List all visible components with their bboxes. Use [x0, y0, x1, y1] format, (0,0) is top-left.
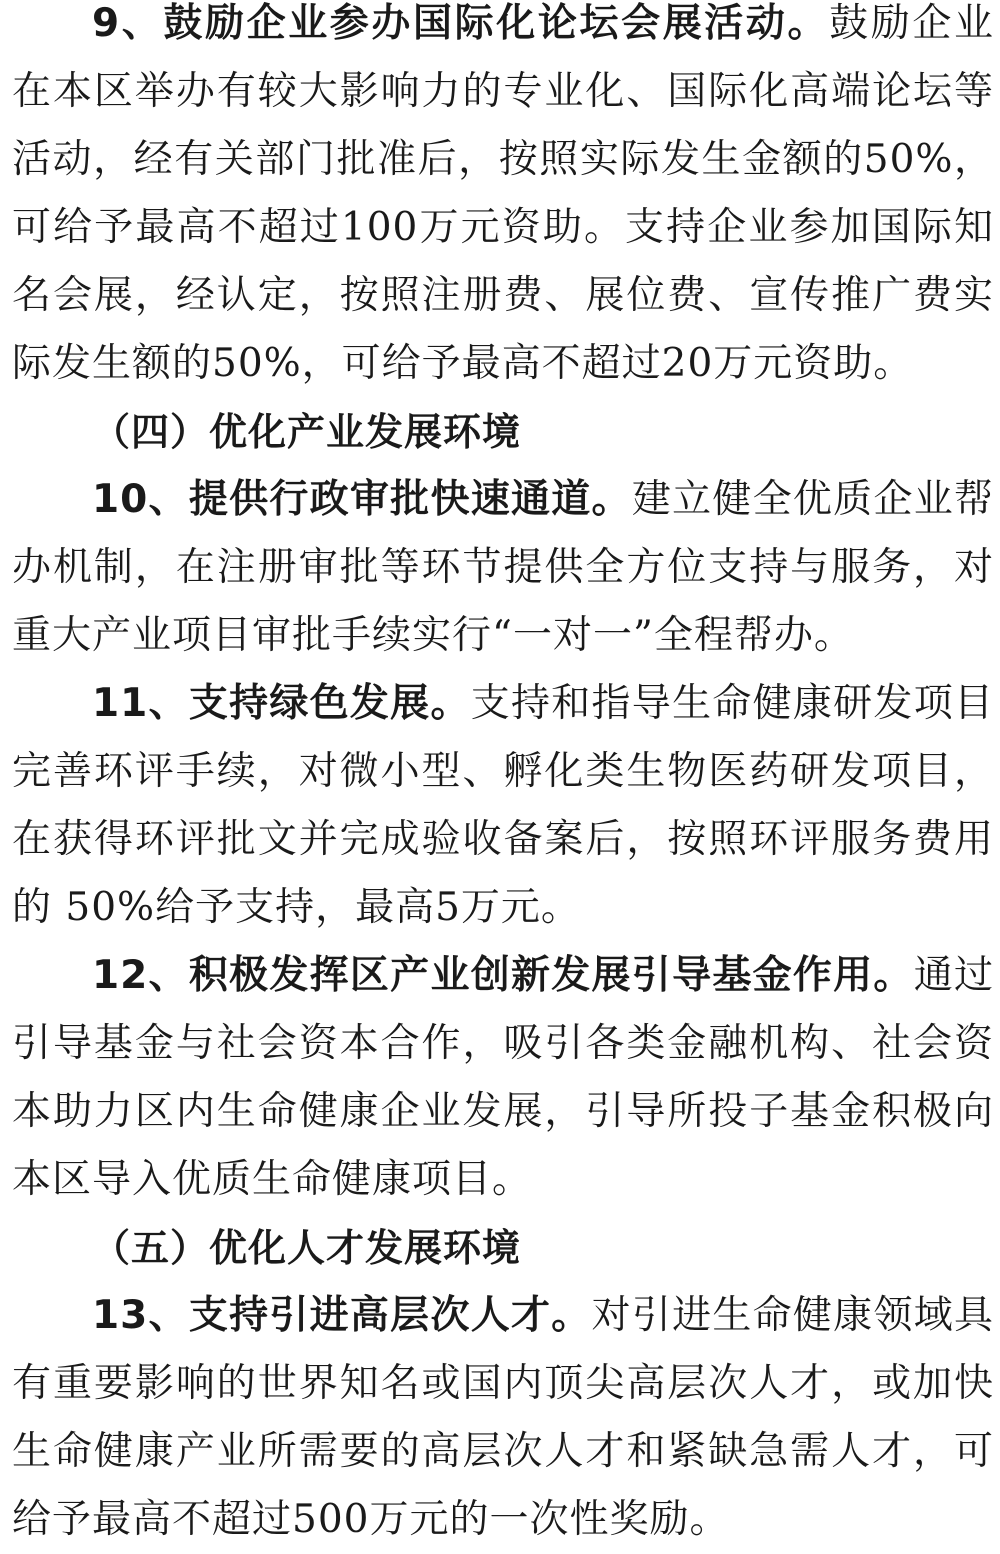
item-10-paragraph [12, 466, 994, 670]
item-13-paragraph [12, 1282, 994, 1554]
item-10-title: 10、提供行政审批快速通道。 [92, 477, 632, 522]
section-heading-4: （四）优化产业发展环境 [92, 410, 522, 454]
item-9-body: 鼓励企业在本区举办有较大影响力的专业化、国际化高端论坛等活动，经有关部门批准后，按照实际发生金额的50%，可给予最高不超过100万元资助。支持企业参加国际知名会展，经认定，按照注册费、展位费、宣传推广费实际发生额的50%，可给予最高不超过20万元资助。 [12, 1, 994, 386]
item-13-title: 13、支持引进高层次人才。 [92, 1293, 592, 1338]
section-heading-5: （五）优化人才发展环境 [92, 1226, 522, 1270]
item-11-title: 11、支持绿色发展。 [92, 681, 471, 726]
item-10-body: 建立健全优质企业帮办机制，在注册审批等环节提供全方位支持与服务，对重大产业项目审批手续实行“一对一”全程帮办。 [12, 477, 994, 658]
item-12-title: 12、积极发挥区产业创新发展引导基金作用。 [92, 953, 914, 998]
item-13-body: 对引进生命健康领域具有重要影响的世界知名或国内顶尖高层次人才，或加快生命健康产业所需要的高层次人才和紧缺急需人才，可给予最高不超过500万元的一次性奖励。 [12, 1293, 994, 1542]
item-11-body: 支持和指导生命健康研发项目完善环评手续，对微小型、孵化类生物医药研发项目，在获得环评批文并完成验收备案后，按照环评服务费用的 50%给予支持，最高5万元。 [12, 681, 994, 930]
item-9-title: 9、鼓励企业参办国际化论坛会展活动。 [92, 1, 830, 46]
item-12-body: 通过引导基金与社会资本合作，吸引各类金融机构、社会资本助力区内生命健康企业发展，引导所投子基金积极向本区导入优质生命健康项目。 [12, 953, 994, 1202]
item-11-paragraph [12, 670, 994, 942]
item-9-paragraph [12, 0, 994, 398]
item-12-paragraph [12, 942, 994, 1214]
